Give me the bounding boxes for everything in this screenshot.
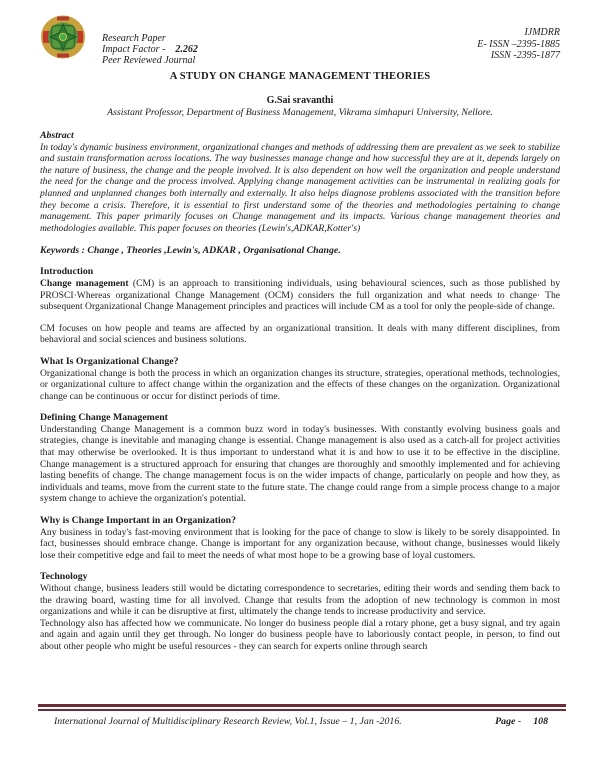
section-change-importance [40, 515, 560, 561]
introduction-paragraph [40, 278, 560, 313]
technology-heading: Technology [40, 571, 88, 583]
technology-body-2: Technology also has affected how we communicate. No longer do business people dial a rotary phone, get a busy signal, and try again and again and again until they get through. No longer do business people have to laboriously contact people, in person, to find out about other people who might be useful resources - they can search for experts online through search [40, 617, 560, 652]
abstract-heading: Abstract [40, 130, 74, 141]
issn: ISSN -2395-1877 [490, 50, 560, 61]
journal-logo-icon [40, 14, 86, 60]
impact-factor-value: 2.262 [175, 44, 198, 55]
journal-abbreviation: IJMDRR [524, 27, 560, 38]
organizational-change-body: Organizational change is both the process in which an organization changes its structure, strategies, operational methods, technologies, or organizational culture to affect change within the organization and the effects of these changes on the organization. Organizational change can be continuous or occur for distinct periods of time. [40, 367, 560, 402]
importance-heading: Why is Change Important in an Organization? [40, 515, 236, 527]
paper-title: A STUDY ON CHANGE MANAGEMENT THEORIES [169, 71, 431, 82]
journal-type: Research Paper [102, 33, 166, 44]
journal-header-left [102, 33, 198, 66]
footer-page [495, 716, 548, 727]
section-organizational-change [40, 356, 560, 402]
organizational-change-heading: What Is Organizational Change? [40, 355, 179, 367]
section-technology [40, 571, 560, 652]
keywords-line: Keywords : Change , Theories ,Lewin's, ADKAR , Organisational Change. [40, 245, 341, 257]
footer-page-label: Page - [495, 716, 522, 727]
cm-focus-paragraph: CM focuses on how people and teams are affected by an organizational transition. It deals with many different disciplines, from behavioral and social sciences and business solutions. [40, 322, 560, 346]
importance-body: Any business in today's fast-moving environment that is looking for the pace of change to slow is likely to be sorely disappointed. In fact, businesses should embrace change. Change is important for any organization because, without change, businesses would likely lose their competitive edge and fail to meet the needs of what most hope to be a growing base of loyal customers. [40, 526, 560, 561]
author-affiliation: Assistant Professor, Department of Business Management, Vikrama simhapuri University, Nellore. [107, 107, 493, 118]
introduction-heading: Introduction [40, 266, 94, 278]
section-defining-change-management [40, 412, 560, 505]
impact-factor-line [102, 44, 198, 55]
journal-header-right [477, 27, 560, 62]
section-abstract [40, 130, 560, 234]
author-name: G.Sai sravanthi [266, 95, 334, 106]
footer-rule [38, 704, 566, 711]
impact-factor-label: Impact Factor - [102, 44, 166, 55]
journal-header [40, 14, 560, 66]
cm-focus-paragraph-wrap [40, 323, 560, 346]
defining-heading: Defining Change Management [40, 412, 168, 424]
defining-body: Understanding Change Management is a common buzz word in today's businesses. With constantly evolving business goals and strategies, change is inevitable and managing change is essential. Change management is also used as a catch-all for project activities that may otherwise be overlooked. It is thus important to understand what it is and how to use it to be effective in the discipline. Change management is a structured approach for ensuring that changes are thoroughly and smoothly implemented and for achieving lasting benefits of change. The change management focus is on the wider impacts of change, particularly on people and how they, as individuals and teams, move from the current state to the future state. The change could range from a simple process change to a major system change to achieve the organization's potential. [40, 423, 560, 505]
peer-reviewed-label: Peer Reviewed Journal [102, 55, 196, 66]
footer-page-number: 108 [533, 716, 548, 727]
abstract-body: In today's dynamic business environment, organizational changes and methods of addressing them are prevalent as we seek to stabilize and sustain transformation across locations. The way businesses manage change and how successful they are at it, depends largely on the nature of business, the change and the people involved. It is also dependent on how well the organization and people understand the need for the change and the process involved. Applying change management activities can be instrumental in realizing goals for planned and unplanned changes both internally and externally. It also helps diagnose problems associated with the transition before they become a crisis. Therefore, it is essential to first understand some of the theories and methodologies pertaining to change management. This paper primarily focuses on Change management and its impacts. Various change management theories and methodologies available. This paper focuses on theories (Lewin's,ADKAR,Kotter's) [40, 141, 560, 234]
section-introduction [40, 266, 560, 312]
e-issn: E- ISSN –2395-1885 [477, 38, 560, 50]
page-footer [38, 704, 566, 727]
introduction-lead-term: Change management [40, 277, 129, 289]
introduction-body: (CM) is an approach to transitioning individuals, using behavioural sciences, such as those published by PROSCI·Whereas organizational Change Management (OCM) considers the full organization and what needs to change· The subsequent Organizational Change Management principles and practices will include CM as a tool for only the people-side of change. [40, 277, 560, 313]
footer-journal-line: International Journal of Multidisciplinary Research Review, Vol.1, Issue – 1, Jan -2016. [54, 716, 402, 727]
footer-text-row [38, 711, 566, 727]
technology-body-1: Without change, business leaders still would be dictating correspondence to secretaries, editing their words and sending them back to the drawing board, wasting time for all involved. Change that results from the adoption of new technology is common in most organizations and while it can be disruptive at first, ultimately the change tends to increase productivity and service. [40, 583, 560, 618]
